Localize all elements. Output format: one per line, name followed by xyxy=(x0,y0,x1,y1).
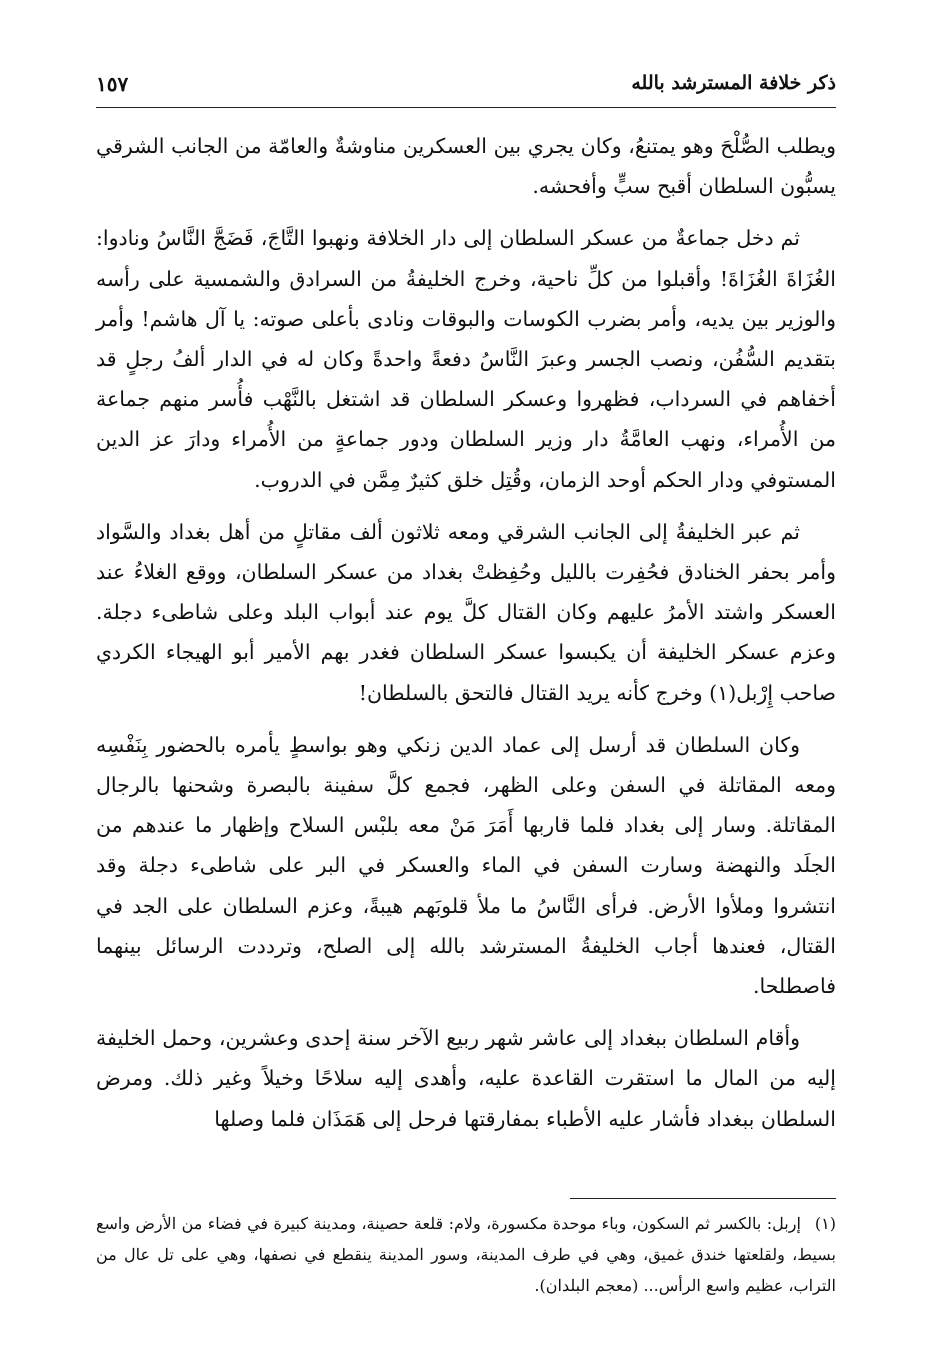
paragraph: وأقام السلطان ببغداد إلى عاشر شهر ربيع الآخر سنة إحدى وعشرين، وحمل الخليفة إليه من المال ما استقرت القاعدة عليه، وأهدى إليه سلاحًا وخيلاً وغير ذلك. ومرض السلطان ببغداد فأشار عليه الأطباء بمفارقتها فرحل إلى هَمَذَان فلما وصلها xyxy=(96,1026,836,1131)
page-header xyxy=(96,66,836,106)
footnote-rule xyxy=(570,1198,836,1199)
page-number: ١٥٧ xyxy=(96,72,129,96)
paragraph: ويطلب الصُّلْحَ وهو يمتنعُ، وكان يجري بين العسكرين مناوشةٌ والعامّة من الجانب الشرقي يسبُّون السلطان أقبح سبٍّ وأفحشه. xyxy=(96,134,836,199)
paragraph: ثم دخل جماعةٌ من عسكر السلطان إلى دار الخلافة ونهبوا التَّاجَ، فَضَجَّ النَّاسُ ونادوا: الغُزَاةَ الغُزَاةَ! وأقبلوا من كلِّ ناحية، وخرج الخليفةُ من السرادق والشمسية على رأسه والوزير بين يديه، وأمر بضرب الكوسات والبوقات ونادى بأعلى صوته: يا آل هاشم! وأمر بتقديم السُّفُن، ونصب الجسر وعبرَ النَّاسُ دفعةً واحدةً وكان له في الدار ألفُ رجلٍ قد أخفاهم في السرداب، فظهروا وعسكر السلطان قد اشتغل بالنَّهْب فأُسر منهم جماعة من الأُمراء، ونهب العامَّةُ دار وزير السلطان ودور جماعةٍ من الأُمراء ودارَ عز الدين المستوفي ودار الحكم أوحد الزمان، وقُتِل خلق كثيرٌ مِمَّن في الدروب. xyxy=(96,226,836,492)
footnote xyxy=(96,1208,836,1301)
main-text xyxy=(96,126,836,1151)
header-rule xyxy=(96,107,836,108)
running-title: ذكر خلافة المسترشد بالله xyxy=(631,72,836,94)
footnote-text: إربل: بالكسر ثم السكون، وباء موحدة مكسورة، ولام: قلعة حصينة، ومدينة كبيرة في فضاء من الأرض واسع بسيط، ولقلعتها خندق غميق، وهي في طرف المدينة، وسور المدينة ينقطع في نصفها، وهي على تل عال من التراب، عظيم واسع الرأس... (معجم البلدان). xyxy=(96,1214,836,1295)
footnote-marker: (١) xyxy=(814,1214,836,1233)
paragraph: وكان السلطان قد أرسل إلى عماد الدين زنكي وهو بواسطٍ يأمره بالحضور بِنَفْسِه ومعه المقاتلة في السفن وعلى الظهر، فجمع كلَّ سفينة بالبصرة وشحنها بالرجال المقاتلة. وسار إلى بغداد فلما قاربها أَمَرَ مَنْ معه بلبْس السلاح وإظهار ما عندهم من الجلَد والنهضة وسارت السفن في الماء والعسكر في البر على شاطىء دجلة وقد انتشروا وملأوا الأرض. فرأى النَّاسُ ما ملأ قلوبَهم هيبةً، وعزم السلطان على الجد في القتال، فعندها أجاب الخليفةُ المسترشد بالله إلى الصلح، وترددت الرسائل بينهما فاصطلحا. xyxy=(96,732,836,999)
paragraph: ثم عبر الخليفةُ إلى الجانب الشرقي ومعه ثلاثون ألف مقاتلٍ من أهل بغداد والسَّواد وأمر بحفر الخنادق فحُفِرت بالليل وحُفِظتْ بغداد من عسكر السلطان، ووقع الغلاءُ عند العسكر واشتد الأمرُ عليهم وكان القتال كلَّ يوم عند أبواب البلد وعلى شاطىء دجلة. وعزم عسكر الخليفة أن يكبسوا عسكر السلطان فغدر بهم الأمير أبو الهيجاء الكردي صاحب إِرْبل(١) وخرج كأنه يريد القتال فالتحق بالسلطان! xyxy=(96,519,836,705)
